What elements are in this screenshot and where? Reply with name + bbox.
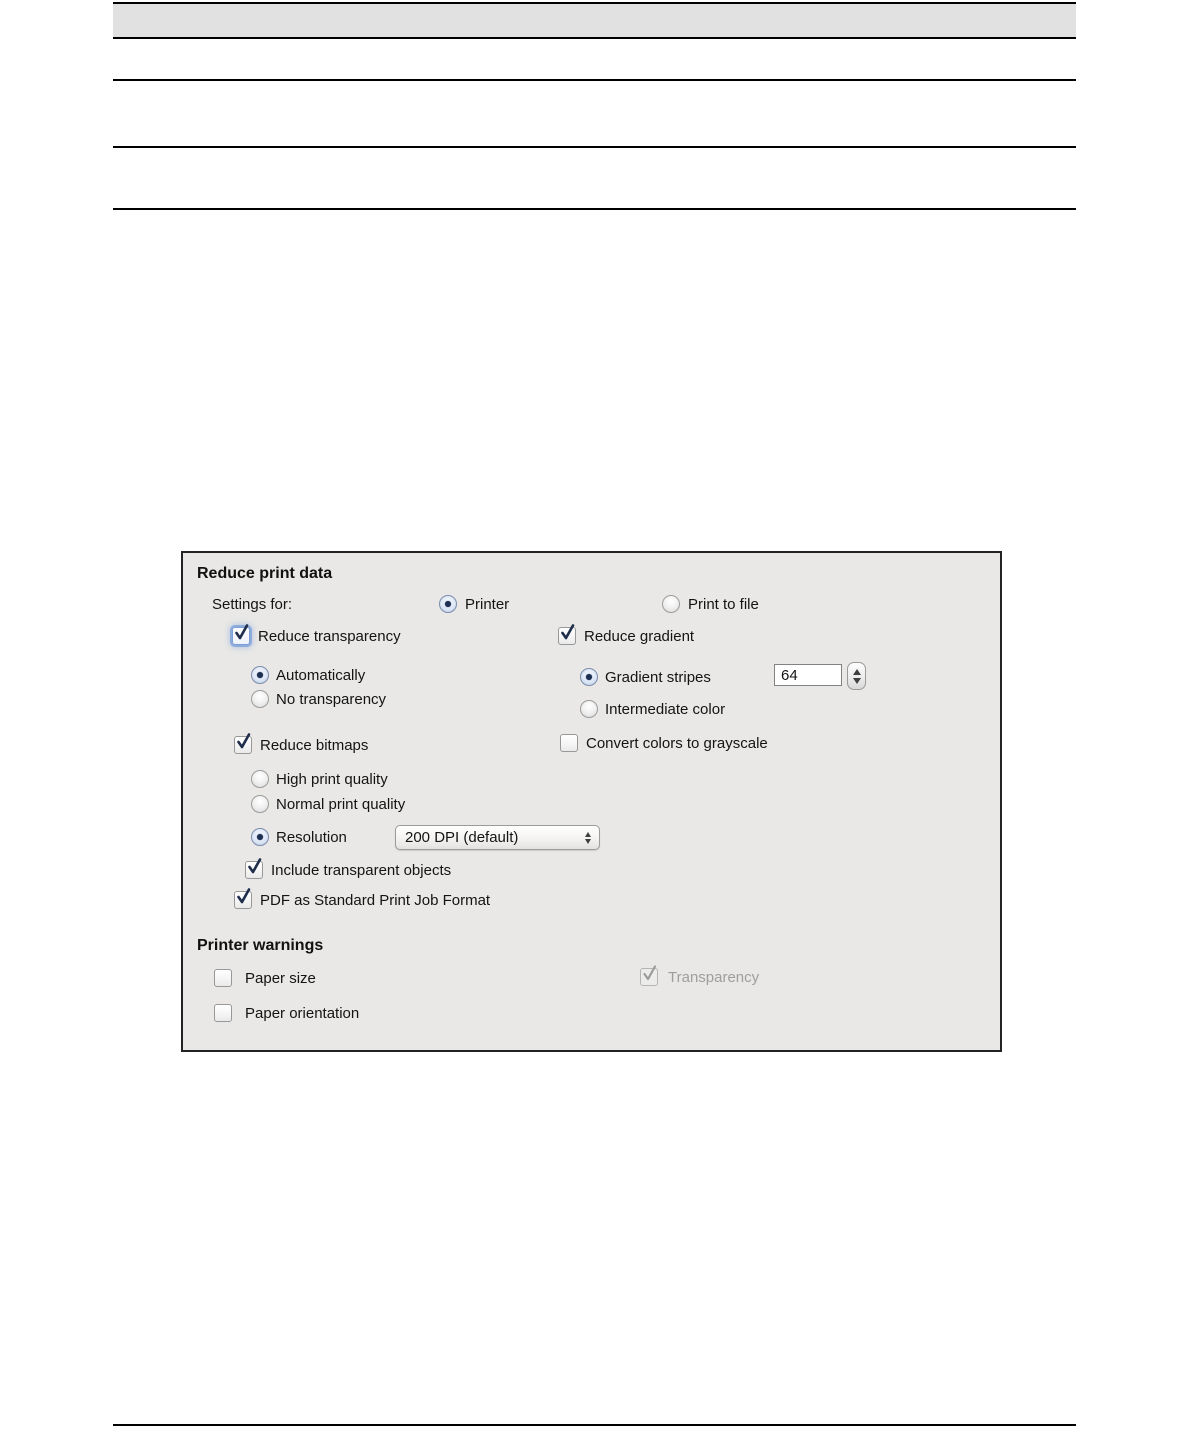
checkmark-icon [234, 623, 249, 643]
checkbox-icon[interactable] [245, 861, 263, 879]
checkmark-icon [247, 857, 262, 877]
resolution-radio[interactable] [251, 827, 347, 847]
printer-radio[interactable] [439, 594, 509, 614]
radio-button-icon[interactable] [251, 666, 269, 684]
gradient-stripes-input[interactable] [774, 664, 842, 686]
transparency-warning-label: Transparency [668, 968, 760, 986]
reduce-gradient-checkbox[interactable] [558, 626, 694, 646]
normal-print-quality-label: Normal print quality [276, 795, 406, 813]
reduce-bitmaps-label: Reduce bitmaps [260, 736, 369, 754]
print-to-file-radio-label: Print to file [688, 595, 759, 613]
automatically-radio[interactable] [251, 665, 365, 685]
checkmark-icon [236, 732, 251, 752]
reduce-print-data-heading: Reduce print data [197, 565, 333, 582]
footer-rule [113, 1424, 1076, 1426]
checkmark-icon [236, 887, 251, 907]
radio-button-icon[interactable] [439, 595, 457, 613]
no-transparency-radio-label: No transparency [276, 690, 387, 708]
include-transparent-objects-label: Include transparent objects [271, 861, 452, 879]
convert-grayscale-checkbox[interactable] [560, 733, 768, 753]
radio-button-icon[interactable] [251, 828, 269, 846]
resolution-dropdown-value: 200 DPI (default) [405, 829, 519, 846]
printer-radio-label: Printer [465, 595, 510, 613]
checkbox-icon[interactable] [234, 736, 252, 754]
table-row [113, 148, 1076, 210]
checkbox-icon [640, 968, 658, 986]
reduce-transparency-checkbox[interactable] [232, 626, 401, 646]
gradient-stripes-radio-label: Gradient stripes [605, 668, 711, 686]
convert-grayscale-label: Convert colors to grayscale [586, 734, 768, 752]
paper-size-label: Paper size [245, 969, 316, 987]
checkbox-icon[interactable] [232, 627, 250, 645]
high-print-quality-radio[interactable] [251, 769, 388, 789]
checkbox-icon[interactable] [558, 627, 576, 645]
dropdown-arrows-icon [585, 832, 599, 844]
reduce-bitmaps-checkbox[interactable] [234, 735, 368, 755]
radio-button-icon[interactable] [251, 795, 269, 813]
print-options-panel [181, 551, 1002, 1052]
reduce-gradient-label: Reduce gradient [584, 627, 695, 645]
pdf-standard-checkbox[interactable] [234, 890, 490, 910]
radio-button-icon[interactable] [580, 700, 598, 718]
automatically-radio-label: Automatically [276, 666, 366, 684]
radio-button-icon[interactable] [580, 668, 598, 686]
table-header-row [113, 4, 1076, 39]
checkmark-icon [560, 623, 575, 643]
intermediate-color-radio[interactable] [580, 699, 725, 719]
resolution-radio-label: Resolution [276, 828, 347, 846]
high-print-quality-label: High print quality [276, 770, 388, 788]
pdf-standard-label: PDF as Standard Print Job Format [260, 891, 491, 909]
radio-button-icon[interactable] [251, 770, 269, 788]
gradient-stripes-radio[interactable] [580, 667, 711, 687]
paper-size-checkbox[interactable] [214, 968, 316, 988]
radio-button-icon[interactable] [662, 595, 680, 613]
transparency-warning-checkbox [640, 967, 759, 987]
checkbox-icon[interactable] [214, 1004, 232, 1022]
checkmark-icon [642, 964, 657, 984]
settings-for-label-row [212, 594, 292, 614]
include-transparent-objects-checkbox[interactable] [245, 860, 451, 880]
table-row [113, 81, 1076, 148]
reduce-transparency-label: Reduce transparency [258, 627, 401, 645]
radio-button-icon[interactable] [251, 690, 269, 708]
stepper-down-icon[interactable] [853, 678, 861, 684]
print-to-file-radio[interactable] [662, 594, 759, 614]
printer-warnings-heading: Printer warnings [197, 937, 324, 954]
table-row [113, 39, 1076, 81]
checkbox-icon[interactable] [214, 969, 232, 987]
checkbox-icon[interactable] [560, 734, 578, 752]
no-transparency-radio[interactable] [251, 689, 386, 709]
paper-orientation-checkbox[interactable] [214, 1003, 359, 1023]
stepper-up-icon[interactable] [853, 669, 861, 675]
gradient-stripes-stepper[interactable] [847, 662, 866, 690]
intermediate-color-radio-label: Intermediate color [605, 700, 726, 718]
resolution-dropdown[interactable] [395, 825, 600, 850]
settings-for-label: Settings for: [212, 595, 293, 613]
normal-print-quality-radio[interactable] [251, 794, 405, 814]
paper-orientation-label: Paper orientation [245, 1004, 360, 1022]
checkbox-icon[interactable] [234, 891, 252, 909]
empty-table [113, 2, 1076, 210]
